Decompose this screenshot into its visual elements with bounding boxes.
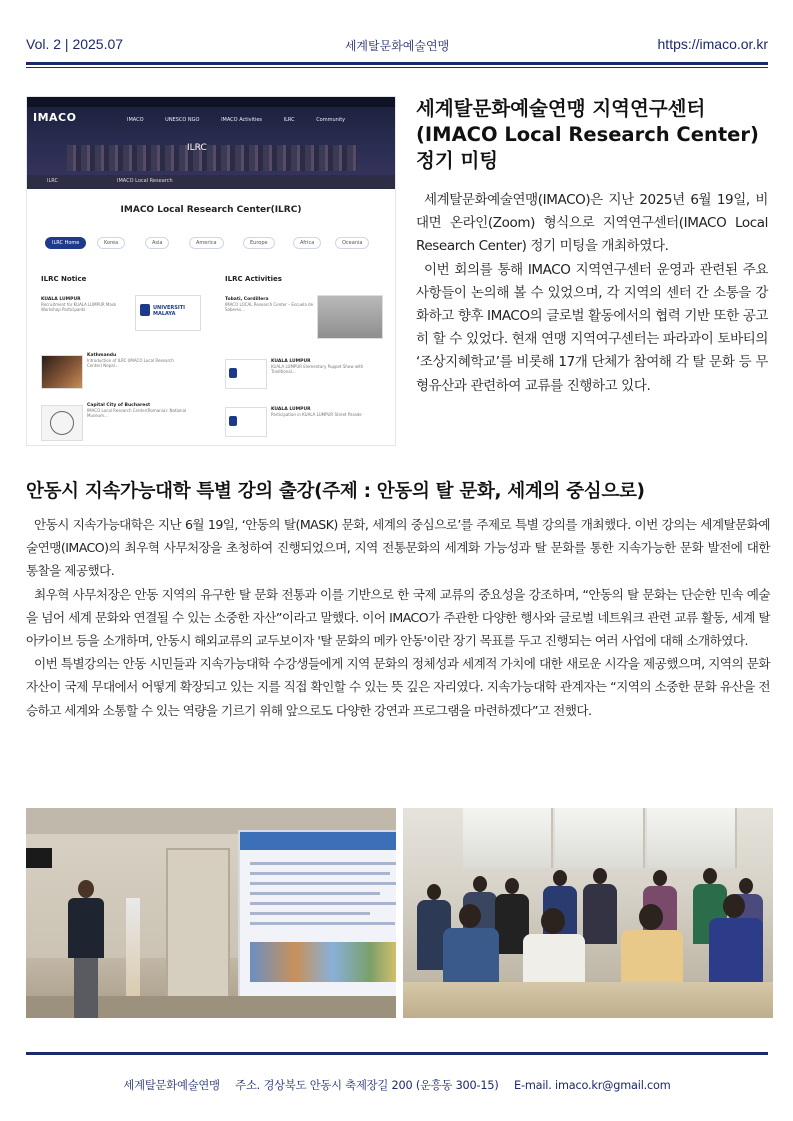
article2-paragraph: 안동시 지속가능대학은 지난 6월 19일, ‘안동의 탈(MASK) 문화, 세계의 중심으로’를 주제로 특별 강의를 개최했다. 이번 강의는 세계탈문화예술연맹(IMACO)의 최우혁 사무처장을 초청하여 진행되었으며, 지역 전통문화의 세계화 가능성과 탈 문화를 통한 지속가능한 문화 발전에 대한 통찰을 제공했다. [26, 517, 770, 579]
notice-title: Recruitment for KUALA LUMPUR Mask Workshop Participants [41, 302, 117, 312]
activity-tag: Tobati, Cordillera [225, 297, 269, 302]
notice-title: Introduction of ILRC (IMACO Local Research Center) Nepal... [87, 358, 174, 368]
museum-seal-image [41, 405, 83, 441]
article2-paragraph: 최우혁 사무처장은 안동 지역의 유구한 탈 문화 전통과 이를 기반으로 한 국제 교류의 중요성을 강조하며, “안동의 탈 문화는 단순한 민속 예술을 넘어 세계 문화와 연결될 수 있는 소중한 자산”이라고 말했다. 이어 IMACO가 주관한 다양한 행사와 글로벌 네트워크 관련 교류 활동, 세계 탈 아카이브 등을 소개하며, 안동시 해외교류의 교두보이자 '탈 문화의 메카 안동'이란 장기 목표를 두고 진행되는 여러 사업에 대해 소개하였다. [26, 586, 770, 649]
article2-title: 안동시 지속가능대학 특별 강의 출강(주제 : 안동의 탈 문화, 세계의 중심으로) [26, 481, 645, 502]
notice-tag: Capital City of Bucharest [87, 403, 151, 408]
nav-item: UNESCO NGO [165, 117, 200, 123]
tab-korea: Korea [97, 237, 125, 249]
banner-ilrc-text: ILRC [187, 143, 207, 153]
imaco-logo: IMACO [33, 111, 77, 124]
website-page-title: IMACO Local Research Center(ILRC) [120, 205, 302, 215]
footer-rule [26, 1052, 768, 1055]
nav-item: IMACO [127, 117, 144, 123]
universiti-malaya-logo [135, 295, 201, 331]
speaker-figure [66, 880, 106, 1018]
escuela-seal-image [317, 295, 383, 339]
activity-tag: KUALA LUMPUR [271, 359, 311, 364]
article2-body [26, 513, 770, 722]
website-nav [127, 117, 365, 123]
nav-item: IMACO Activities [221, 117, 263, 123]
article1-paragraph: 세계탈문화예술연맹(IMACO)은 지난 2025년 6월 19일, 비대면 온라인(Zoom) 형식으로 지역연구센터(IMACO Local Research Center) 정기 미팅을 개최하였다. [416, 192, 768, 255]
universiti-malaya-logo [225, 407, 267, 437]
lecture-speaker-photo [26, 808, 396, 1018]
website-breadcrumb [27, 175, 396, 189]
ilrc-notice-heading: ILRC Notice [41, 275, 87, 283]
thumb-caption: UNIVERSITI MALAYA [153, 305, 185, 317]
article1-paragraph: 이번 회의를 통해 IMACO 지역연구센터 운영과 관련된 주요 사항들이 논의해 볼 수 있었으며, 각 지역의 센터 간 소통을 강화하고 향후 IMACO의 글로벌 활동에서의 협력 기반 또한 공고히 할 수 있었다. 현재 연맹 지역여구센터는 파라과이 토바티의 ‘조상지혜학교’를 비롯해 17개 단체가 참여해 각 탈 문화 등 무형유산과 관련하여 교류를 진행하고 있다. [416, 261, 768, 394]
header-rule [26, 62, 768, 65]
header-org-name: 세계탈문화예술연맹 [344, 39, 450, 53]
banner-crowd-photo [67, 145, 357, 171]
tab-africa: Africa [293, 237, 321, 249]
nepal-mask-photo [41, 355, 83, 389]
projection-screen [238, 830, 396, 1006]
page-footer [26, 1077, 768, 1093]
notice-tag: KUALA LUMPUR [41, 297, 81, 302]
article1-title: 세계탈문화예술연맹 지역연구센터 (IMACO Local Research Center) 정기 미팅 [416, 97, 759, 172]
article2-paragraph: 이번 특별강의는 안동 시민들과 지속가능대학 수강생들에게 지역 문화의 정체성과 세계적 가치에 대한 새로운 시각을 제공했으며, 지역의 문화 자산이 국제 무대에서 어떻게 확장되고 있는 지를 직접 확인할 수 있는 뜻 깊은 자리였다. 지속가능대학 관계자는 “지역의 소중한 문화 유산을 전승하고 세계와 소통할 수 있는 역량을 기르기 위해 앞으로도 다양한 강연과 프로그램을 마련하겠다”고 전했다. [26, 656, 770, 718]
nav-item: Community [316, 117, 346, 123]
breadcrumb-item: IMACO Local Research [117, 178, 173, 184]
footer-org: 세계탈문화예술연맹 [123, 1079, 220, 1092]
activity-tag: KUALA LUMPUR [271, 407, 311, 412]
notice-title: IMACO Local Research Center(Romania): National Museum... [87, 408, 187, 418]
lecture-audience-photo [403, 808, 773, 1018]
website-topbar [27, 97, 396, 107]
website-banner [27, 97, 396, 189]
header-rule-thin [26, 67, 768, 68]
article1-body [416, 189, 768, 398]
tab-ilrc-home: ILRC Home [45, 237, 86, 249]
tab-america: America [189, 237, 224, 249]
header-url-link[interactable]: https://imaco.or.kr [657, 36, 768, 52]
universiti-malaya-logo [225, 359, 267, 389]
tab-europe: Europe [243, 237, 275, 249]
activity-title: Participation in KUALA LUMPUR Street Parade [271, 412, 362, 417]
nav-item: ILRC [283, 117, 295, 123]
region-tabs [45, 237, 385, 251]
activity-title: IMACO LOCAL Research Center – Escuela de Saberes... [225, 302, 314, 312]
ilrc-website-screenshot [26, 96, 396, 446]
tab-oceania: Oceania [335, 237, 369, 249]
breadcrumb-item: ILRC [47, 178, 58, 184]
activity-title: KUALA LUMPUR Elementary Puppet Show with Traditional... [271, 364, 364, 374]
notice-tag: Kathmandu [87, 353, 117, 358]
volume-date: Vol. 2 | 2025.07 [26, 36, 124, 52]
footer-email[interactable]: E-mail. imaco.kr@gmail.com [514, 1079, 671, 1092]
footer-address: 주소. 경상북도 안동시 축제장길 200 (운흥동 300-15) [235, 1079, 499, 1092]
ilrc-activities-heading: ILRC Activities [225, 275, 282, 283]
page-header [26, 36, 768, 58]
tab-asia: Asia [145, 237, 169, 249]
